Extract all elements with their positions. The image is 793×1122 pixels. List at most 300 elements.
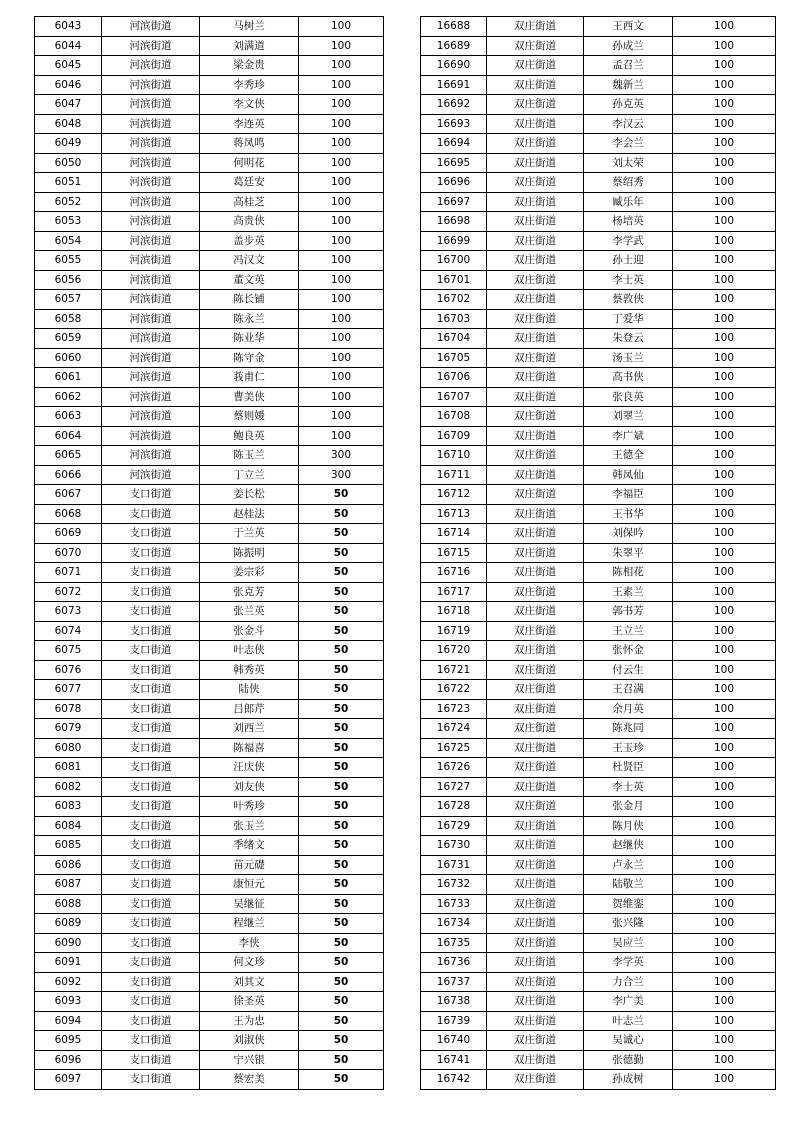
district-cell: 支口街道	[102, 953, 200, 973]
amount-cell: 50	[299, 972, 384, 992]
district-cell: 双庄街道	[487, 992, 584, 1012]
table-row	[421, 777, 776, 797]
id-cell: 16698	[421, 212, 487, 232]
district-cell: 支口街道	[102, 641, 200, 661]
district-cell: 河滨街道	[102, 134, 200, 154]
id-cell: 16710	[421, 446, 487, 466]
name-cell: 张金月	[584, 797, 673, 817]
district-cell: 双庄街道	[487, 368, 584, 388]
id-cell: 6043	[35, 17, 102, 37]
district-cell: 双庄街道	[487, 816, 584, 836]
id-cell: 6063	[35, 407, 102, 427]
name-cell: 王玉珍	[584, 738, 673, 758]
name-cell: 蔡宏美	[200, 1070, 299, 1090]
id-cell: 6082	[35, 777, 102, 797]
name-cell: 刘太荣	[584, 153, 673, 173]
table-row	[35, 329, 384, 349]
table-row	[421, 836, 776, 856]
table-row	[421, 875, 776, 895]
amount-cell: 100	[299, 368, 384, 388]
id-cell: 16700	[421, 251, 487, 271]
table-row	[35, 212, 384, 232]
amount-cell: 100	[673, 212, 776, 232]
id-cell: 6045	[35, 56, 102, 76]
district-cell: 支口街道	[102, 504, 200, 524]
amount-cell: 100	[673, 173, 776, 193]
amount-cell: 100	[673, 719, 776, 739]
amount-cell: 100	[673, 290, 776, 310]
table-row	[421, 992, 776, 1012]
id-cell: 6068	[35, 504, 102, 524]
table-row	[421, 407, 776, 427]
name-cell: 陈长铺	[200, 290, 299, 310]
table-row	[35, 387, 384, 407]
table-row	[421, 485, 776, 505]
id-cell: 6055	[35, 251, 102, 271]
name-cell: 李福臣	[584, 485, 673, 505]
table-row	[421, 17, 776, 37]
district-cell: 双庄街道	[487, 836, 584, 856]
id-cell: 6065	[35, 446, 102, 466]
district-cell: 双庄街道	[487, 1050, 584, 1070]
name-cell: 孙克英	[584, 95, 673, 115]
district-cell: 支口街道	[102, 758, 200, 778]
district-cell: 支口街道	[102, 582, 200, 602]
id-cell: 6087	[35, 875, 102, 895]
amount-cell: 100	[673, 329, 776, 349]
name-cell: 梁金贵	[200, 56, 299, 76]
name-cell: 季绪文	[200, 836, 299, 856]
amount-cell: 100	[673, 758, 776, 778]
table-row	[35, 602, 384, 622]
table-row	[35, 855, 384, 875]
district-cell: 支口街道	[102, 816, 200, 836]
table-row	[35, 114, 384, 134]
district-cell: 双庄街道	[487, 972, 584, 992]
name-cell: 刘淑侠	[200, 1031, 299, 1051]
table-row	[421, 699, 776, 719]
amount-cell: 50	[299, 719, 384, 739]
amount-cell: 100	[299, 348, 384, 368]
table-row	[35, 660, 384, 680]
id-cell: 6073	[35, 602, 102, 622]
amount-cell: 100	[673, 894, 776, 914]
district-cell: 双庄街道	[487, 1031, 584, 1051]
table-row	[35, 758, 384, 778]
table-row	[421, 348, 776, 368]
table-row	[35, 816, 384, 836]
name-cell: 陆敬兰	[584, 875, 673, 895]
amount-cell: 100	[299, 329, 384, 349]
name-cell: 马树兰	[200, 17, 299, 37]
table-row	[421, 524, 776, 544]
district-cell: 双庄街道	[487, 680, 584, 700]
table-row	[421, 1050, 776, 1070]
table-row	[35, 563, 384, 583]
name-cell: 李连英	[200, 114, 299, 134]
district-cell: 河滨街道	[102, 17, 200, 37]
id-cell: 16709	[421, 426, 487, 446]
id-cell: 6092	[35, 972, 102, 992]
table-row	[35, 56, 384, 76]
id-cell: 6086	[35, 855, 102, 875]
table-row	[421, 621, 776, 641]
name-cell: 臧乐年	[584, 192, 673, 212]
amount-cell: 50	[299, 777, 384, 797]
id-cell: 16729	[421, 816, 487, 836]
amount-cell: 100	[673, 738, 776, 758]
name-cell: 汤玉兰	[584, 348, 673, 368]
amount-cell: 100	[673, 192, 776, 212]
name-cell: 康恒元	[200, 875, 299, 895]
district-cell: 支口街道	[102, 972, 200, 992]
name-cell: 丁爱华	[584, 309, 673, 329]
name-cell: 张兰英	[200, 602, 299, 622]
district-cell: 双庄街道	[487, 348, 584, 368]
district-cell: 双庄街道	[487, 504, 584, 524]
id-cell: 6070	[35, 543, 102, 563]
name-cell: 叶志兰	[584, 1011, 673, 1031]
amount-cell: 100	[673, 641, 776, 661]
name-cell: 宁兴银	[200, 1050, 299, 1070]
amount-cell: 100	[673, 563, 776, 583]
name-cell: 何文珍	[200, 953, 299, 973]
district-cell: 支口街道	[102, 680, 200, 700]
table-row	[35, 875, 384, 895]
name-cell: 朱登云	[584, 329, 673, 349]
table-row	[421, 270, 776, 290]
name-cell: 刘友侠	[200, 777, 299, 797]
name-cell: 高贵侠	[200, 212, 299, 232]
table-row	[35, 621, 384, 641]
district-cell: 河滨街道	[102, 75, 200, 95]
name-cell: 陈月侠	[584, 816, 673, 836]
amount-cell: 50	[299, 894, 384, 914]
table-row	[421, 134, 776, 154]
name-cell: 张兴隆	[584, 914, 673, 934]
id-cell: 16707	[421, 387, 487, 407]
id-cell: 16705	[421, 348, 487, 368]
name-cell: 王为忠	[200, 1011, 299, 1031]
amount-cell: 100	[299, 192, 384, 212]
district-cell: 双庄街道	[487, 56, 584, 76]
name-cell: 高桂芝	[200, 192, 299, 212]
district-cell: 双庄街道	[487, 465, 584, 485]
id-cell: 6094	[35, 1011, 102, 1031]
amount-cell: 100	[299, 114, 384, 134]
amount-cell: 100	[673, 95, 776, 115]
id-cell: 6062	[35, 387, 102, 407]
table-row	[35, 914, 384, 934]
name-cell: 叶志侠	[200, 641, 299, 661]
name-cell: 陈玉兰	[200, 446, 299, 466]
table-row	[421, 290, 776, 310]
amount-cell: 100	[673, 407, 776, 427]
amount-cell: 100	[299, 270, 384, 290]
amount-cell: 100	[299, 36, 384, 56]
name-cell: 杜贤臣	[584, 758, 673, 778]
table-row	[35, 719, 384, 739]
district-cell: 河滨街道	[102, 95, 200, 115]
amount-cell: 100	[299, 231, 384, 251]
id-cell: 6054	[35, 231, 102, 251]
amount-cell: 50	[299, 524, 384, 544]
id-cell: 16738	[421, 992, 487, 1012]
table-row	[35, 173, 384, 193]
table-row	[421, 797, 776, 817]
district-cell: 双庄街道	[487, 738, 584, 758]
id-cell: 6060	[35, 348, 102, 368]
name-cell: 陈福喜	[200, 738, 299, 758]
id-cell: 6090	[35, 933, 102, 953]
district-cell: 支口街道	[102, 563, 200, 583]
amount-cell: 50	[299, 797, 384, 817]
district-cell: 双庄街道	[487, 173, 584, 193]
amount-cell: 50	[299, 1070, 384, 1090]
table-row	[35, 582, 384, 602]
district-cell: 支口街道	[102, 485, 200, 505]
name-cell: 王书华	[584, 504, 673, 524]
id-cell: 16695	[421, 153, 487, 173]
table-row	[35, 348, 384, 368]
table-row	[421, 641, 776, 661]
amount-cell: 50	[299, 485, 384, 505]
amount-cell: 50	[299, 738, 384, 758]
district-cell: 支口街道	[102, 738, 200, 758]
id-cell: 16712	[421, 485, 487, 505]
id-cell: 16742	[421, 1070, 487, 1090]
id-cell: 16735	[421, 933, 487, 953]
table-row	[35, 251, 384, 271]
id-cell: 16739	[421, 1011, 487, 1031]
amount-cell: 100	[673, 992, 776, 1012]
name-cell: 李会兰	[584, 134, 673, 154]
id-cell: 16696	[421, 173, 487, 193]
amount-cell: 100	[673, 699, 776, 719]
id-cell: 16726	[421, 758, 487, 778]
table-row	[421, 95, 776, 115]
id-cell: 6051	[35, 173, 102, 193]
district-cell: 支口街道	[102, 894, 200, 914]
district-cell: 双庄街道	[487, 660, 584, 680]
name-cell: 赵继侠	[584, 836, 673, 856]
name-cell: 程继兰	[200, 914, 299, 934]
district-cell: 双庄街道	[487, 641, 584, 661]
id-cell: 16706	[421, 368, 487, 388]
name-cell: 孟召兰	[584, 56, 673, 76]
name-cell: 陈振明	[200, 543, 299, 563]
name-cell: 叶秀珍	[200, 797, 299, 817]
name-cell: 赵桂法	[200, 504, 299, 524]
district-cell: 支口街道	[102, 836, 200, 856]
name-cell: 王德全	[584, 446, 673, 466]
id-cell: 6079	[35, 719, 102, 739]
id-cell: 6067	[35, 485, 102, 505]
district-cell: 河滨街道	[102, 329, 200, 349]
name-cell: 韩凤仙	[584, 465, 673, 485]
name-cell: 王召满	[584, 680, 673, 700]
id-cell: 6059	[35, 329, 102, 349]
id-cell: 16693	[421, 114, 487, 134]
amount-cell: 100	[673, 17, 776, 37]
name-cell: 孙成兰	[584, 36, 673, 56]
amount-cell: 100	[299, 212, 384, 232]
name-cell: 李秀珍	[200, 75, 299, 95]
name-cell: 张玉兰	[200, 816, 299, 836]
table-row	[35, 543, 384, 563]
district-cell: 河滨街道	[102, 192, 200, 212]
table-row	[421, 212, 776, 232]
district-cell: 双庄街道	[487, 407, 584, 427]
name-cell: 葛廷安	[200, 173, 299, 193]
table-row	[35, 407, 384, 427]
table-row	[421, 563, 776, 583]
name-cell: 李学武	[584, 231, 673, 251]
table-row	[35, 153, 384, 173]
amount-cell: 50	[299, 602, 384, 622]
amount-cell: 100	[673, 582, 776, 602]
amount-cell: 100	[299, 75, 384, 95]
district-cell: 支口街道	[102, 855, 200, 875]
id-cell: 6048	[35, 114, 102, 134]
id-cell: 16704	[421, 329, 487, 349]
name-cell: 陈永兰	[200, 309, 299, 329]
id-cell: 16708	[421, 407, 487, 427]
district-cell: 支口街道	[102, 1011, 200, 1031]
district-cell: 双庄街道	[487, 192, 584, 212]
district-cell: 双庄街道	[487, 95, 584, 115]
table-row	[35, 446, 384, 466]
table-row	[35, 933, 384, 953]
name-cell: 吕郎芹	[200, 699, 299, 719]
name-cell: 蒋凤鸣	[200, 134, 299, 154]
table-row	[35, 953, 384, 973]
table-row	[35, 641, 384, 661]
amount-cell: 50	[299, 582, 384, 602]
amount-cell: 100	[673, 797, 776, 817]
id-cell: 16731	[421, 855, 487, 875]
name-cell: 韩秀英	[200, 660, 299, 680]
table-row	[35, 485, 384, 505]
district-cell: 河滨街道	[102, 426, 200, 446]
table-row	[421, 36, 776, 56]
table-row	[421, 758, 776, 778]
name-cell: 李广美	[584, 992, 673, 1012]
amount-cell: 50	[299, 875, 384, 895]
amount-cell: 50	[299, 855, 384, 875]
amount-cell: 100	[673, 836, 776, 856]
id-cell: 16725	[421, 738, 487, 758]
amount-cell: 100	[673, 524, 776, 544]
table-row	[421, 543, 776, 563]
table-row	[421, 114, 776, 134]
name-cell: 刘其文	[200, 972, 299, 992]
name-cell: 魏新兰	[584, 75, 673, 95]
name-cell: 余月英	[584, 699, 673, 719]
name-cell: 徐圣英	[200, 992, 299, 1012]
district-cell: 双庄街道	[487, 251, 584, 271]
amount-cell: 50	[299, 914, 384, 934]
id-cell: 16689	[421, 36, 487, 56]
table-row	[35, 972, 384, 992]
name-cell: 鲍良英	[200, 426, 299, 446]
id-cell: 16734	[421, 914, 487, 934]
table-row	[421, 309, 776, 329]
name-cell: 何明花	[200, 153, 299, 173]
name-cell: 王素兰	[584, 582, 673, 602]
table-row	[35, 426, 384, 446]
district-cell: 支口街道	[102, 719, 200, 739]
left-table	[34, 16, 384, 1090]
amount-cell: 100	[673, 387, 776, 407]
amount-cell: 100	[673, 875, 776, 895]
district-cell: 双庄街道	[487, 524, 584, 544]
id-cell: 16691	[421, 75, 487, 95]
amount-cell: 100	[673, 855, 776, 875]
name-cell: 姜宗彩	[200, 563, 299, 583]
name-cell: 力合兰	[584, 972, 673, 992]
amount-cell: 50	[299, 1011, 384, 1031]
amount-cell: 50	[299, 563, 384, 583]
id-cell: 16721	[421, 660, 487, 680]
table-row	[421, 582, 776, 602]
name-cell: 李士英	[584, 777, 673, 797]
amount-cell: 100	[673, 1031, 776, 1051]
id-cell: 6064	[35, 426, 102, 446]
amount-cell: 100	[299, 134, 384, 154]
name-cell: 姜长松	[200, 485, 299, 505]
name-cell: 汪庆侠	[200, 758, 299, 778]
district-cell: 支口街道	[102, 1031, 200, 1051]
district-cell: 双庄街道	[487, 914, 584, 934]
district-cell: 支口街道	[102, 797, 200, 817]
name-cell: 李汉云	[584, 114, 673, 134]
district-cell: 河滨街道	[102, 387, 200, 407]
name-cell: 吴应兰	[584, 933, 673, 953]
table-row	[35, 1070, 384, 1090]
amount-cell: 100	[673, 446, 776, 466]
amount-cell: 50	[299, 504, 384, 524]
district-cell: 双庄街道	[487, 270, 584, 290]
amount-cell: 100	[673, 602, 776, 622]
district-cell: 双庄街道	[487, 758, 584, 778]
name-cell: 付云生	[584, 660, 673, 680]
id-cell: 6047	[35, 95, 102, 115]
amount-cell: 100	[673, 426, 776, 446]
district-cell: 双庄街道	[487, 212, 584, 232]
table-row	[421, 953, 776, 973]
district-cell: 双庄街道	[487, 719, 584, 739]
district-cell: 河滨街道	[102, 231, 200, 251]
amount-cell: 100	[299, 95, 384, 115]
amount-cell: 100	[299, 153, 384, 173]
table-row	[421, 933, 776, 953]
table-row	[421, 153, 776, 173]
district-cell: 支口街道	[102, 543, 200, 563]
table-row	[35, 290, 384, 310]
district-cell: 河滨街道	[102, 407, 200, 427]
id-cell: 6072	[35, 582, 102, 602]
table-row	[421, 719, 776, 739]
table-row	[421, 426, 776, 446]
district-cell: 双庄街道	[487, 875, 584, 895]
table-row	[421, 680, 776, 700]
amount-cell: 100	[673, 680, 776, 700]
name-cell: 张克芳	[200, 582, 299, 602]
district-cell: 双庄街道	[487, 485, 584, 505]
id-cell: 6052	[35, 192, 102, 212]
id-cell: 16692	[421, 95, 487, 115]
